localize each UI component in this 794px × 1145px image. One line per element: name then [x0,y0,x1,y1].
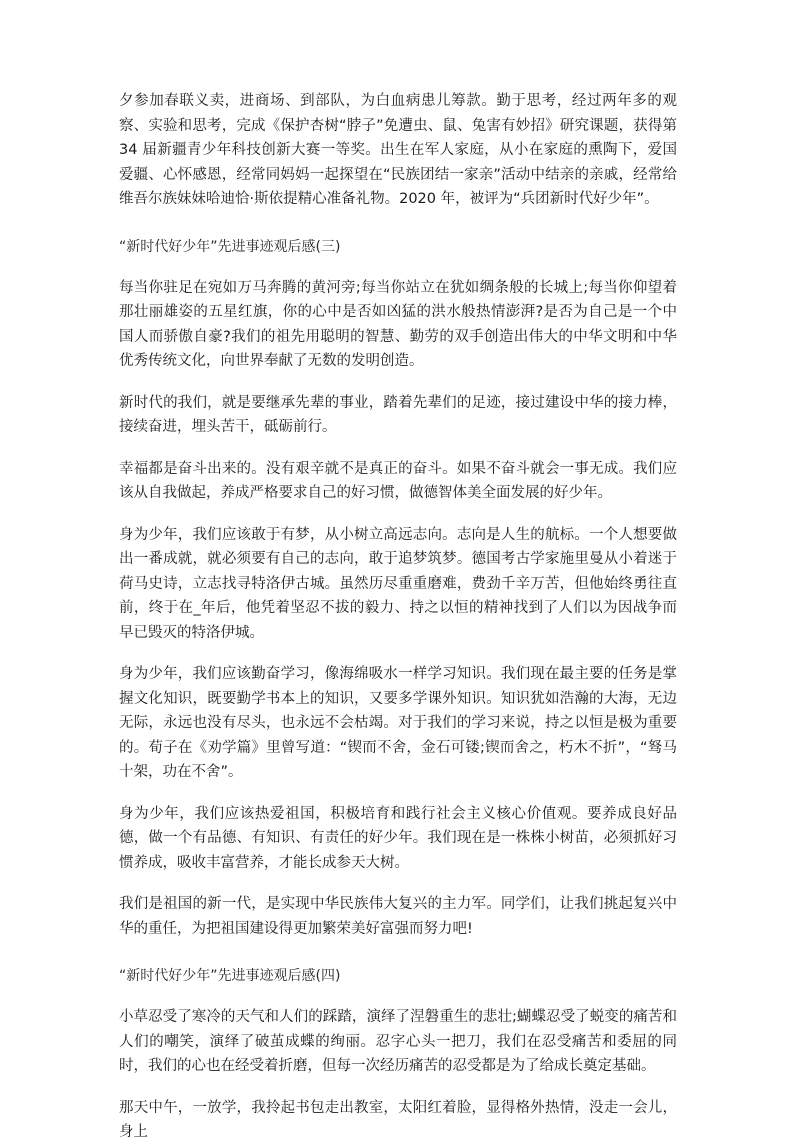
section-heading: “新时代好少年”先进事迹观后感(四) [119,968,341,984]
paragraph: 身为少年，我们应该敢于有梦，从小树立高远志向。志向是人生的航标。一个人想要做出一番成就，就必须要有自己的志向，敢于追梦筑梦。德国考古学家施里曼从小着迷于荷马史诗，立志找寻特洛伊古城。虽然历尽重重磨难，费劲千辛万苦，但他始终勇往直前，终于在_年后，他凭着坚忍不拔的毅力、持之以恒的精神找到了人们以为因战争而早已毁灭的特洛伊城。 [119,526,677,641]
section-heading: “新时代好少年”先进事迹观后感(三) [119,238,341,255]
paragraph: 新时代的我们，就是要继承先辈的事业，踏着先辈们的足迹，接过建设中华的接力棒，接续奋进，埋头苦干，砥砺前行。 [119,394,677,435]
document-page [119,89,677,1145]
paragraph: 夕参加春联义卖，进商场、到部队，为白血病患儿筹款。勤于思考，经过两年多的观察、实验和思考，完成《保护杏树“脖子”免遭虫、鼠、兔害有妙招》研究课题，获得第 34 届新疆青少年科技创新大赛一等奖。出生在军人家庭，从小在家庭的熏陶下，爱国爱疆、心怀感恩，经常同妈妈一起探望在“民族团结一家亲”活动中结亲的亲戚，经常给维吾尔族妹妹哈迪恰·斯依提精心准备礼物。2020 年，被评为“兵团新时代好少年”。 [119,93,677,207]
paragraph: 小草忍受了寒冷的天气和人们的踩踏，演绎了涅磐重生的悲壮;蝴蝶忍受了蜕变的痛苦和人们的嘲笑，演绎了破茧成蝶的绚丽。忍字心头一把刀，我们在忍受痛苦和委屈的同时，我们的心也在经受着折磨，但每一次经历痛苦的忍受都是为了给成长奠定基础。 [119,1009,677,1074]
paragraph: 每当你驻足在宛如万马奔腾的黄河旁;每当你站立在犹如绸条般的长城上;每当你仰望着那壮丽雄姿的五星红旗，你的心中是否如凶猛的洪水般热情澎湃?是否为自己是一个中国人而骄傲自豪?我们的祖先用聪明的智慧、勤劳的双手创造出伟大的中华文明和中华优秀传统文化，向世界奉献了无数的发明创造。 [119,279,677,369]
paragraph: 身为少年，我们应该勤奋学习，像海绵吸水一样学习知识。我们现在最主要的任务是掌握文化知识，既要勤学书本上的知识，又要多学课外知识。知识犹如浩瀚的大海，无边无际，永远也没有尽头，也永远不会枯竭。对于我们的学习来说，持之以恒是极为重要的。荀子在《劝学篇》里曾写道：“锲而不舍，金石可镂;锲而舍之，朽木不折”，“驽马十架，功在不舍”。 [119,666,677,780]
paragraph: 幸福都是奋斗出来的。没有艰辛就不是真正的奋斗。如果不奋斗就会一事无成。我们应该从自我做起，养成严格要求自己的好习惯，做德智体美全面发展的好少年。 [119,460,677,501]
paragraph: 身为少年，我们应该热爱祖国，积极培育和践行社会主义核心价值观。要养成良好品德，做一个有品德、有知识、有责任的好少年。我们现在是一株株小树苗，必须抓好习惯养成，吸收丰富营养，才能长成参天大树。 [119,805,677,871]
paragraph: 我们是祖国的新一代，是实现中华民族伟大复兴的主力军。同学们，让我们挑起复兴中华的重任，为把祖国建设得更加繁荣美好富强而努力吧! [119,896,677,937]
paragraph: 那天中午，一放学，我拎起书包走出教室，太阳红着脸，显得格外热情，没走一会儿，身上 [119,1099,677,1140]
